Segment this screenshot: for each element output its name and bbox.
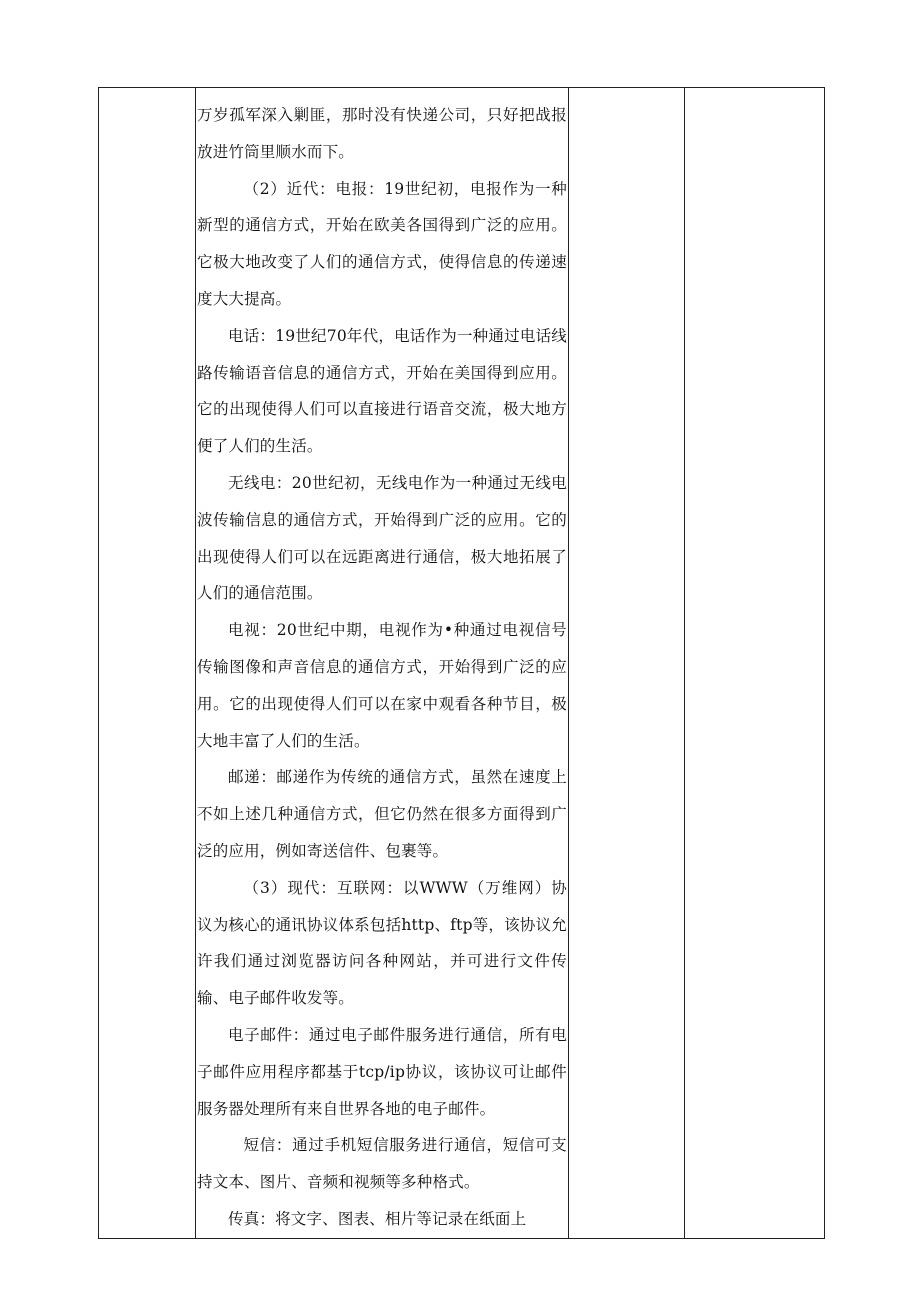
paragraph-3: 电话：19世纪70年代，电话作为一种通过电话线路传输语音信息的通信方式，开始在美国得到应用。它的出现使得人们可以直接进行语音交流，极大地方便了人们的生活。 [197,326,567,456]
left-column-cell [99,88,196,1239]
paragraph-4: 无线电：20世纪初，无线电作为一种通过无线电波传输信息的通信方式，开始得到广泛的应用。它的出现使得人们可以在远距离进行通信，极大地拓展了人们的通信范围。 [197,473,567,603]
fourth-column-cell [685,88,825,1239]
paragraph-6: 邮递：邮递作为传统的通信方式，虽然在速度上不如上述几种通信方式，但它仍然在很多方面得到广泛的应用，例如寄送信件、包裹等。 [197,768,567,860]
paragraph-5: 电视：20世纪中期，电视作为•种通过电视信号传输图像和声音信息的通信方式，开始得到广泛的应用。它的出现使得人们可以在家中观看各种节目，极大地丰富了人们的生活。 [197,621,567,750]
paragraph-2: （2）近代：电报：19世纪初，电报作为一种新型的通信方式，开始在欧美各国得到广泛的应用。它极大地改变了人们的通信方式，使得信息的传递速度大大提高。 [197,179,567,308]
third-column-cell [569,88,685,1239]
lesson-table [98,87,825,1239]
content-text [196,88,567,1238]
paragraph-8: 电子邮件：通过电子邮件服务进行通信，所有电子邮件应用程序都基于tcp/ip协议，该协议可让邮件服务器处理所有来自世界各地的电子邮件。 [197,1025,567,1118]
table-row [99,88,825,1239]
content-cell [196,88,569,1239]
paragraph-10: 传真：将文字、图表、相片等记录在纸面上 [228,1209,527,1228]
paragraph-9: 短信：通过手机短信服务进行通信，短信可支持文本、图片、音频和视频等多种格式。 [197,1136,567,1192]
paragraph-1: 万岁孤军深入剿匪，那时没有快递公司，只好把战报放进竹筒里顺水而下。 [197,106,567,161]
paragraph-7: （3）现代：互联网：以WWW（万维网）协议为核心的通讯协议体系包括http、ftp等，该协议允许我们通过浏览器访问各种网站，并可进行文件传输、电子邮件收发等。 [197,878,567,1008]
